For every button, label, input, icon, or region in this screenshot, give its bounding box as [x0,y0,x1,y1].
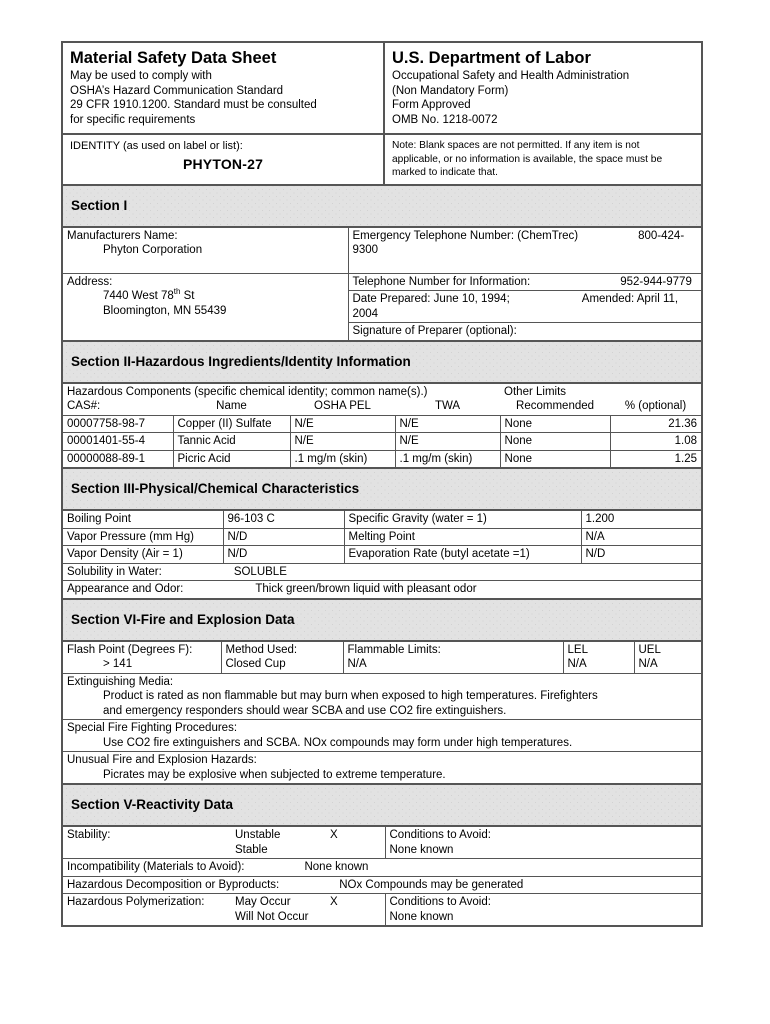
extinguishing-media-line-1: Product is rated as non flammable but may burn when exposed to high temperatures. Firefighters [103,690,598,703]
table-row [63,876,701,894]
method-used-value: Closed Cup [225,658,286,671]
table-row [63,433,701,451]
conditions-to-avoid-1-label: Conditions to Avoid: [389,829,491,842]
cell-twa: N/E [395,415,500,433]
table-row [63,673,701,720]
manufacturer-label: Manufacturers Name: [67,229,178,242]
page-title: Material Safety Data Sheet [70,49,277,67]
flammable-limits-cell [343,642,563,674]
evaporation-rate-value: N/D [581,546,701,564]
section-6-heading: Section VI-Fire and Explosion Data [63,598,701,642]
col-header-percent: % (optional) [624,400,687,413]
table-row [63,581,701,598]
date-prepared-label: Date Prepared: June 10, 1994; [352,293,510,306]
polymerization-label: Hazardous Polymerization: [63,894,231,926]
table-row [63,546,701,564]
amended-label: Amended: April 11, 2004 [352,293,679,320]
section-5-table [63,827,701,925]
cell-percent: 1.25 [610,450,701,467]
incompatibility-row [63,859,701,877]
vapor-pressure-value: N/D [223,528,344,546]
cell-recommended: None [500,415,610,433]
conditions-to-avoid-1-value: None known [389,843,454,856]
info-phone-value: 952-944-9779 [620,275,692,288]
identity-block [63,133,383,180]
stability-options [231,827,326,859]
section-2-heading: Section II-Hazardous Ingredients/Identity Information [63,340,701,384]
section-5-heading: Section V-Reactivity Data [63,783,701,827]
table-row [63,528,701,546]
table-header-row [63,399,701,415]
col-header-cas: CAS#: [67,400,101,413]
vapor-pressure-label: Vapor Pressure (mm Hg) [63,528,223,546]
col-header-osha-pel: OSHA PEL [314,400,371,413]
blank-space-note [385,133,701,184]
boiling-point-label: Boiling Point [63,511,223,528]
cell-percent: 21.36 [610,415,701,433]
section-3-table [63,511,701,598]
note-line-2: applicable, or no information is available, the space must be [392,153,663,165]
date-prepared-cell [348,291,701,323]
emergency-phone-label: Emergency Telephone Number: (ChemTrec) [352,229,579,242]
address-cell [63,273,348,340]
dol-subline-4: OMB No. 1218-0072 [392,113,498,126]
specific-gravity-value: 1.200 [581,511,701,528]
msds-subline-1: May be used to comply with [70,70,212,82]
flammable-limits-value: N/A [347,658,367,671]
cell-twa: N/E [395,433,500,451]
info-phone-cell [348,273,701,291]
polymerization-options [231,894,326,926]
table-row [63,563,701,581]
vapor-density-value: N/D [223,546,344,564]
dol-subline-1: Occupational Safety and Health Administration [392,70,630,82]
col-header-recommended: Recommended [516,400,595,413]
method-used-label: Method Used: [225,643,298,656]
uel-value: N/A [638,658,658,671]
table-row [63,752,701,784]
vapor-density-label: Vapor Density (Air = 1) [63,546,223,564]
identity-label: IDENTITY (as used on label or list): [70,140,243,153]
dol-subline-3: Form Approved [392,99,471,112]
section-6-table [63,642,701,784]
decomposition-row [63,876,701,894]
table-row [63,450,701,467]
stable-checkbox-mark[interactable]: X [330,829,338,842]
solubility-label: Solubility in Water: [67,565,162,578]
document-header [63,43,701,184]
table-row [63,511,701,528]
header-left-column [63,43,385,184]
cell-cas: 00001401-55-4 [63,433,173,451]
unstable-label: Unstable [235,829,281,842]
table-caption-row [63,384,701,400]
note-line-3: marked to indicate that. [392,166,498,178]
appearance-label: Appearance and Odor: [67,583,184,596]
cell-recommended: None [500,433,610,451]
cell-cas: 00000088-89-1 [63,450,173,467]
dol-subline-2: (Non Mandatory Form) [392,84,509,97]
col-header-twa: TWA [434,400,461,413]
uel-label: UEL [638,643,661,656]
flammable-limits-label: Flammable Limits: [347,643,441,656]
flash-point-cell [63,642,221,674]
uel-cell [634,642,701,674]
identity-value: PHYTON-27 [182,156,264,173]
unusual-hazards-text: Picrates may be explosive when subjected to extreme temperature. [103,768,446,781]
table-row [63,859,701,877]
special-procedures-text: Use CO2 fire extinguishers and SCBA. NOx compounds may form under high temperatures. [103,736,573,749]
melting-point-value: N/A [581,528,701,546]
flash-point-label: Flash Point (Degrees F): [67,643,193,656]
conditions-to-avoid-2-value: None known [389,910,454,923]
special-procedures-cell [63,720,701,752]
other-limits-caption: Other Limits [504,385,567,398]
section-3-heading: Section III-Physical/Chemical Characteristics [63,467,701,511]
specific-gravity-label: Specific Gravity (water = 1) [344,511,581,528]
melting-point-label: Melting Point [344,528,581,546]
decomposition-label: Hazardous Decomposition or Byproducts: [67,878,280,891]
flash-point-value: > 141 [103,658,133,671]
header-right-column [385,43,701,184]
section-1-heading: Section I [63,184,701,228]
incompatibility-label: Incompatibility (Materials to Avoid): [67,861,245,874]
dol-title-block [385,43,701,133]
boiling-point-value: 96-103 C [223,511,344,528]
polymerization-marks [326,894,385,926]
lel-label: LEL [567,643,588,656]
emergency-phone-cell [348,228,701,274]
msds-title-block [63,43,383,133]
address-line-2: Bloomington, MN 55439 [103,304,227,317]
msds-subline-2: OSHA’s Hazard Communication Standard [70,84,284,97]
section-1-table [63,228,701,340]
method-used-cell [221,642,343,674]
cell-osha-pel: N/E [290,415,395,433]
extinguishing-media-line-2: and emergency responders should wear SCBA and use CO2 fire extinguishers. [103,704,507,717]
extinguishing-media-label: Extinguishing Media: [67,675,174,688]
stability-label: Stability: [63,827,231,859]
table-row [63,827,701,859]
cell-recommended: None [500,450,610,467]
msds-subline-3: 29 CFR 1910.1200. Standard must be consulted [70,99,317,112]
msds-document [61,41,703,927]
emergency-phone-value: 800-424-9300 [352,229,685,257]
unusual-hazards-cell [63,752,701,784]
solubility-row [63,563,701,581]
unusual-hazards-label: Unusual Fire and Explosion Hazards: [67,754,257,767]
table-row [63,415,701,433]
signature-cell: Signature of Preparer (optional): [348,323,701,340]
cell-name: Tannic Acid [173,433,290,451]
note-line-1: Note: Blank spaces are not permitted. If any item is not [392,140,640,152]
table-row [63,894,701,926]
may-occur-label: May Occur [235,896,291,909]
lel-value: N/A [567,658,587,671]
dol-title: U.S. Department of Labor [392,49,591,67]
table-row [63,642,701,674]
will-not-occur-checkbox-mark[interactable]: X [330,896,338,909]
cell-name: Copper (II) Sulfate [173,415,290,433]
components-caption: Hazardous Components (specific chemical identity; common name(s).) [67,385,428,398]
manufacturer-cell [63,228,348,274]
appearance-row [63,581,701,598]
decomposition-value: NOx Compounds may be generated [339,878,524,891]
cell-osha-pel: .1 mg/m (skin) [290,450,395,467]
evaporation-rate-label: Evaporation Rate (butyl acetate =1) [344,546,581,564]
address-label: Address: [67,275,113,288]
table-row [63,228,701,274]
special-procedures-label: Special Fire Fighting Procedures: [67,722,238,735]
conditions-to-avoid-2-label: Conditions to Avoid: [389,896,491,909]
conditions-to-avoid-2-cell [385,894,701,926]
cell-osha-pel: N/E [290,433,395,451]
cell-cas: 00007758-98-7 [63,415,173,433]
will-not-occur-label: Will Not Occur [235,910,309,923]
appearance-value: Thick green/brown liquid with pleasant odor [255,583,477,596]
section-2-table [63,384,701,468]
incompatibility-value: None known [304,861,369,874]
table-row [63,273,701,291]
col-header-name: Name [216,400,247,413]
cell-percent: 1.08 [610,433,701,451]
cell-name: Picric Acid [173,450,290,467]
stability-marks [326,827,385,859]
cell-twa: .1 mg/m (skin) [395,450,500,467]
solubility-value: SOLUBLE [233,565,287,578]
manufacturer-value: Phyton Corporation [103,244,203,257]
info-phone-label: Telephone Number for Information: [352,275,531,288]
lel-cell [563,642,634,674]
conditions-to-avoid-1-cell [385,827,701,859]
stable-label: Stable [235,843,268,856]
extinguishing-media-cell [63,673,701,720]
address-line-1: 7440 West 78th St [103,287,195,303]
msds-subline-4: for specific requirements [70,113,196,126]
table-row [63,720,701,752]
